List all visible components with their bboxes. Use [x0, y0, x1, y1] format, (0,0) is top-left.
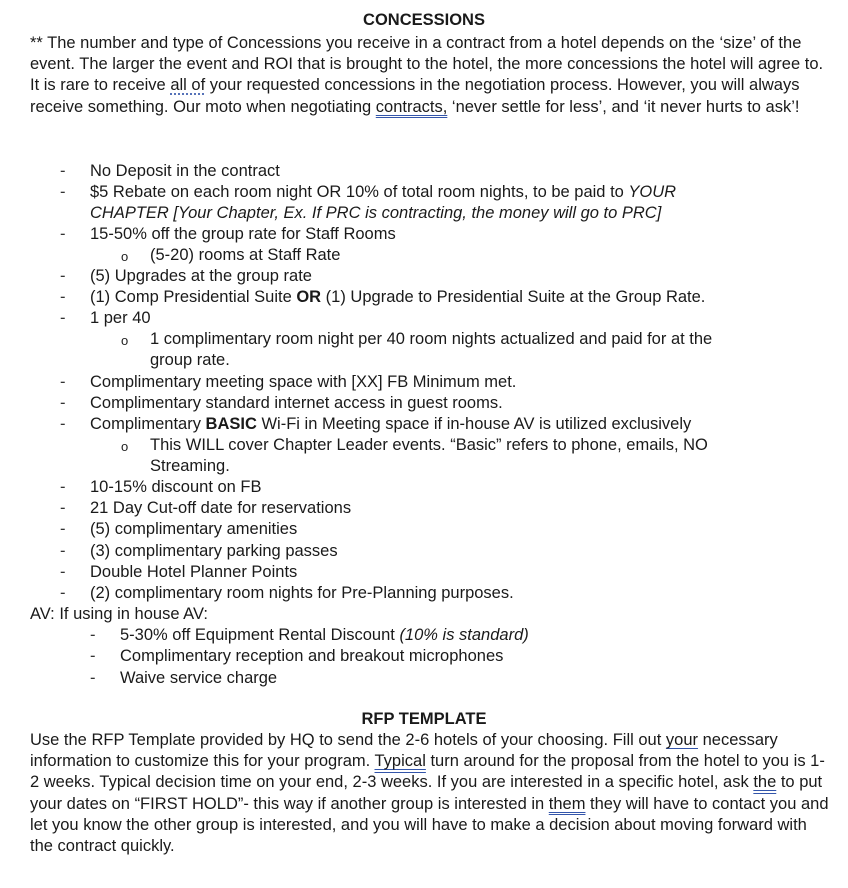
list-item: 15-50% off the group rate for Staff Rooms [90, 225, 396, 243]
list-item: (5) Upgrades at the group rate [90, 267, 312, 285]
list-bullet: - [60, 373, 66, 391]
concessions-title: CONCESSIONS [363, 11, 485, 29]
rfp-text-3: turn around for the proposal from the hotel to you is 1-2 weeks. Typical decision time on your end, 2-3 weeks. If you are interested in a specific hotel, ask [30, 752, 825, 792]
list-item: No Deposit in the contract [90, 162, 280, 180]
intro-all-of: all of [170, 76, 206, 95]
intro-contracts: contracts, [375, 97, 448, 116]
rfp-them: them [548, 794, 586, 813]
list-item-text: Complimentary [90, 415, 206, 433]
list-item: Complimentary meeting space with [XX] FB Minimum met. [90, 373, 517, 391]
list-item-text: YOUR [628, 183, 677, 201]
list-item: (2) complimentary room nights for Pre-Planning purposes. [90, 584, 514, 602]
list-bullet: - [60, 183, 66, 201]
rfp-title: RFP TEMPLATE [361, 710, 487, 728]
list-item: Waive service charge [120, 669, 278, 687]
list-item: Double Hotel Planner Points [90, 563, 298, 581]
rfp-text-5: they will have to contact you and let you know the other group is interested, and you will have to make a decision about moving forward with the contract quickly. [30, 794, 829, 856]
sub-list-item-continuation: group rate. [150, 351, 230, 369]
list-bullet: - [90, 626, 96, 644]
list-item-text: (1) Upgrade to Presidential Suite at the Group Rate. [321, 288, 706, 306]
list-item: 1 per 40 [90, 309, 151, 327]
list-item: Complimentary standard internet access in guest rooms. [90, 394, 503, 412]
list-item: 21 Day Cut-off date for reservations [90, 499, 352, 517]
sub-list-item: (5-20) rooms at Staff Rate [150, 246, 341, 264]
list-bullet: - [60, 542, 66, 560]
list-item-text: (10% is standard) [399, 626, 529, 644]
list-item: (3) complimentary parking passes [90, 542, 338, 560]
sub-list-item: This WILL cover Chapter Leader events. “Basic” refers to phone, emails, NO [150, 436, 708, 454]
sub-bullet: o [121, 249, 129, 264]
av-heading: AV: If using in house AV: [30, 605, 208, 623]
rfp-paragraph [30, 730, 830, 857]
list-bullet: - [60, 584, 66, 602]
list-item-text: (1) Comp Presidential Suite [90, 288, 297, 306]
list-bullet: - [60, 563, 66, 581]
list-bullet: - [60, 288, 66, 306]
list-item [120, 625, 529, 646]
sub-bullet: o [121, 439, 129, 454]
list-item: Complimentary reception and breakout microphones [120, 647, 504, 665]
sub-list-item-continuation: Streaming. [150, 457, 230, 475]
list-item [90, 182, 676, 203]
list-bullet: - [90, 647, 96, 665]
list-bullet: - [60, 499, 66, 517]
list-item-text: Wi-Fi in Meeting space if in-house AV is utilized exclusively [256, 415, 692, 433]
list-bullet: - [60, 225, 66, 243]
list-item-text: $5 Rebate on each room night OR 10% of total room nights, to be paid to [90, 183, 629, 201]
list-item-continuation: CHAPTER [Your Chapter, Ex. If PRC is contracting, the money will go to PRC] [90, 204, 662, 222]
list-bullet: - [60, 520, 66, 538]
list-item-text: OR [296, 288, 322, 306]
list-item [90, 414, 691, 435]
list-bullet: - [60, 478, 66, 496]
intro-text-2: your requested concessions in the negotiation process. However, you will always receive something. Our moto when negotiating [30, 76, 800, 116]
rfp-the: the [753, 773, 777, 792]
list-bullet: - [60, 162, 66, 180]
rfp-typical: Typical [374, 752, 426, 771]
list-item-text: BASIC [205, 415, 257, 433]
list-bullet: - [60, 415, 66, 433]
list-item: 10-15% discount on FB [90, 478, 262, 496]
intro-text-1: ** The number and type of Concessions you receive in a contract from a hotel depends on the ‘size’ of the event. The larger the event and ROI that is brought to the hotel, the more concessions the hotel will agree to. It is rare to receive [30, 34, 824, 95]
rfp-your: your [665, 731, 699, 749]
list-bullet: - [60, 267, 66, 285]
intro-text-3: ‘never settle for less’, and ‘it never hurts to ask’! [447, 97, 800, 116]
list-item [90, 287, 705, 308]
rfp-text-1: Use the RFP Template provided by HQ to send the 2-6 hotels of your choosing. Fill out [30, 731, 666, 749]
concessions-intro [30, 33, 830, 118]
sub-bullet: o [121, 333, 129, 348]
rfp-text-2: necessary information to customize this for your program. [30, 731, 778, 771]
list-item: (5) complimentary amenities [90, 520, 298, 538]
list-bullet: - [60, 394, 66, 412]
list-item-text: 5-30% off Equipment Rental Discount [120, 626, 400, 644]
list-bullet: - [60, 309, 66, 327]
list-bullet: - [90, 669, 96, 687]
sub-list-item: 1 complimentary room night per 40 room nights actualized and paid for at the [150, 330, 713, 348]
rfp-text-4: to put your dates on “FIRST HOLD”- this way if another group is interested in [30, 773, 823, 813]
